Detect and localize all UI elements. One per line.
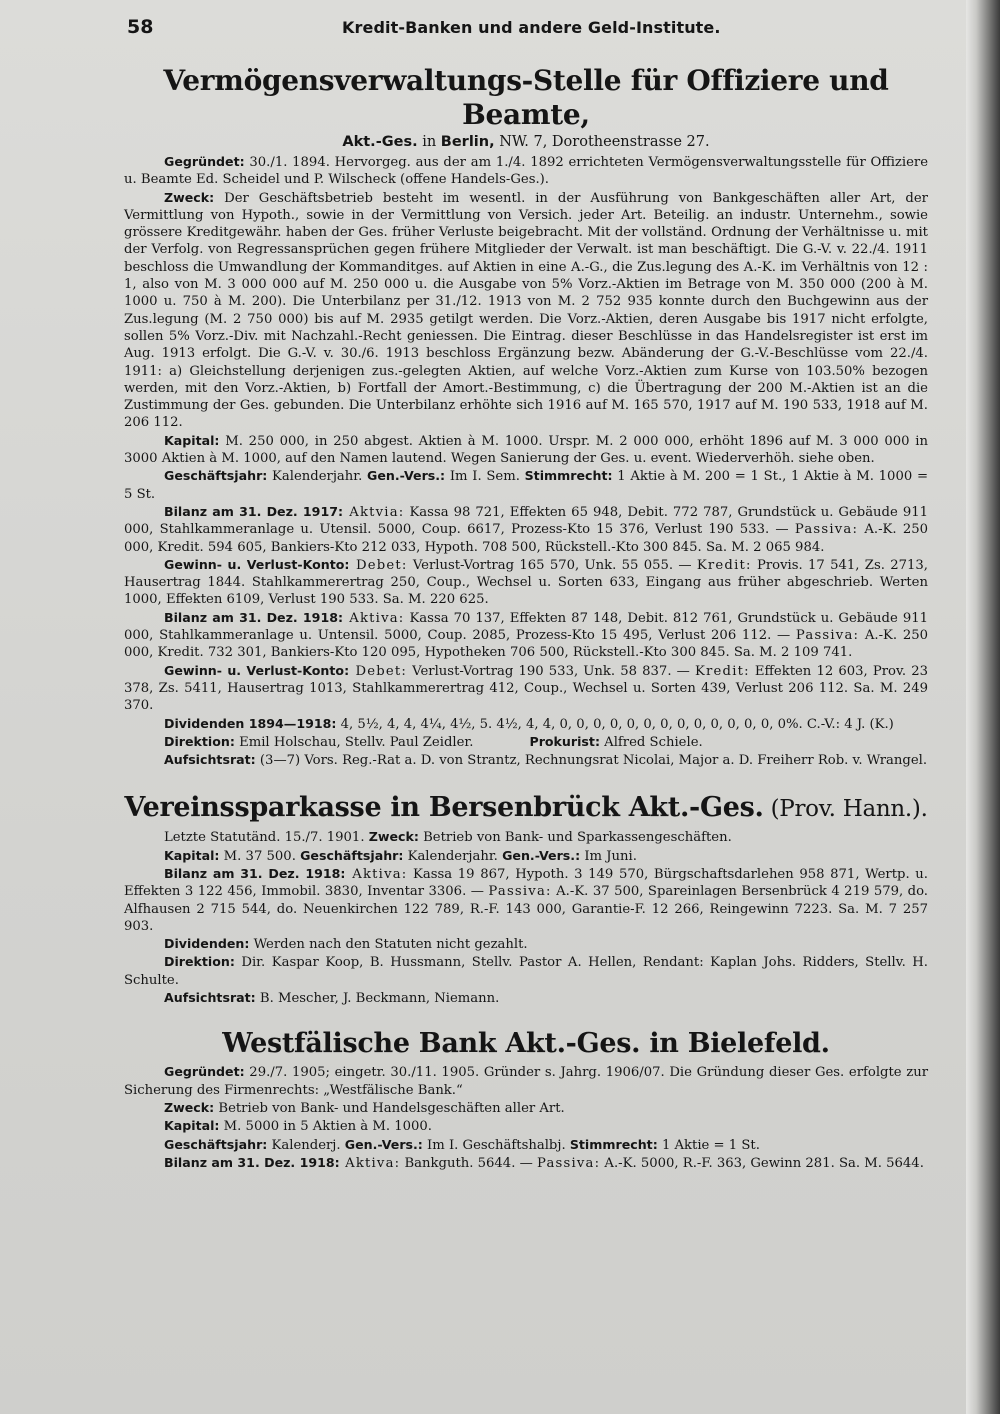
- entry-body: [124, 828, 928, 1007]
- section-bilanz-1918: [124, 865, 928, 935]
- company-title: Vermögensverwaltungs-Stelle für Offiziere und Beamte,: [163, 64, 889, 131]
- label-debet: Debet:: [349, 663, 408, 679]
- entry-vermoegensverwaltung: [124, 64, 928, 769]
- label-bilanz-1918: Bilanz am 31. Dez. 1918:: [164, 609, 344, 625]
- text-dividenden: Werden nach den Statuten nicht gezahlt.: [249, 937, 528, 953]
- label-debet: Debet:: [349, 557, 408, 573]
- label-dividenden: Dividenden 1894—1918:: [164, 715, 337, 731]
- text-passiva: A.-K. 5000, R.-F. 363, Gewinn 281. Sa. M. 5644.: [600, 1155, 924, 1171]
- section-kapital: [124, 847, 928, 865]
- section-kapital: [124, 1117, 928, 1135]
- text-aktiva: Kassa 98 721, Effekten 65 948, Debit. 772 787, Grundstück u. Gebäude 911 000, Stahlkammeranlage u. Utensil. 5000, Coup. 6617, Prozess-Kto 15 376, Verlust 190 533. —: [124, 504, 928, 538]
- text-stimmrecht: 1 Aktie = 1 St.: [657, 1137, 760, 1153]
- text-kapital: M. 37 500.: [219, 848, 301, 864]
- section-geschaeftsjahr: [124, 1136, 928, 1154]
- text-kapital: M. 5000 in 5 Aktien à M. 1000.: [219, 1119, 433, 1135]
- label-zweck: Zweck:: [368, 829, 419, 845]
- section-gegruendet: [124, 1063, 928, 1099]
- page-number: 58: [127, 16, 154, 38]
- section-guv-1917: [124, 556, 928, 609]
- entry-vereinssparkasse: [124, 791, 928, 1007]
- label-guv-1918: Gewinn- u. Verlust-Konto:: [164, 662, 350, 678]
- label-direktion: Direktion:: [164, 954, 235, 970]
- company-title-region: (Prov. Hann.).: [763, 796, 928, 823]
- label-bilanz-1918: Bilanz am 31. Dez. 1918:: [164, 1154, 340, 1170]
- label-aktiva: Aktiva:: [343, 610, 405, 626]
- text-aufsichtsrat: (3—7) Vors. Reg.-Rat a. D. von Strantz, Rechnungsrat Nicolai, Major a. D. Freiherr Rob. v. Wrangel.: [255, 753, 928, 769]
- page-header: [124, 8, 928, 44]
- section-statut-zweck: [124, 828, 928, 846]
- label-zweck: Zweck:: [164, 1099, 215, 1115]
- text-passiva: A.-K. 250 000, Kredit. 732 301, Bankiers-Kto 120 095, Hypotheken 706 500, Rückstell.-Kto 300 845. Sa. M. 2 109 741.: [124, 628, 928, 661]
- label-geschaeftsjahr: Geschäftsjahr:: [300, 847, 404, 863]
- label-kredit: Kredit:: [696, 557, 752, 573]
- label-passiva: Passiva:: [794, 522, 859, 538]
- label-passiva: Passiva:: [488, 884, 552, 900]
- label-aufsichtsrat: Aufsichtsrat:: [164, 752, 256, 768]
- label-kapital: Kapital:: [164, 432, 220, 448]
- label-kapital: Kapital:: [164, 1118, 220, 1134]
- section-bilanz-1918: [124, 1154, 928, 1172]
- label-passiva: Passiva:: [536, 1155, 601, 1171]
- label-direktion: Direktion:: [164, 733, 235, 749]
- text-aktiva: Kassa 19 867, Hypoth. 3 149 570, Bürgschaftsdarlehen 958 871, Wertp. u. Effekten 3 122 456, Immobil. 3830, Inventar 3306. —: [124, 866, 928, 900]
- text-kapital: M. 250 000, in 250 abgest. Aktien à M. 1000. Urspr. M. 2 000 000, erhöht 1896 auf M. 3 000 000 in 3000 Aktien à M. 1000, auf den Namen lautend. Wegen Sanierung der Ges. u. event. Wiederverhöh. siehe oben.: [124, 433, 928, 467]
- company-title: [124, 791, 928, 826]
- city: Berlin,: [440, 134, 495, 150]
- text-geschaeftsjahr: Kalenderjahr.: [403, 848, 503, 864]
- street-address: NW. 7, Dorotheenstrasse 27.: [494, 134, 710, 150]
- text-passiva: A.-K. 250 000, Kredit. 594 605, Bankiers-Kto 212 033, Hypoth. 708 500, Rückstell.-Kto 300 845. Sa. M. 2 065 984.: [124, 522, 928, 555]
- page-edge-shadow: [966, 0, 1000, 1414]
- label-dividenden: Dividenden:: [164, 936, 250, 952]
- text-direktion: Emil Holschau, Stellv. Paul Zeidler.: [234, 734, 474, 750]
- label-aufsichtsrat: Aufsichtsrat:: [164, 990, 256, 1006]
- section-direktion: [124, 953, 928, 989]
- label-guv-1917: Gewinn- u. Verlust-Konto:: [164, 556, 350, 572]
- text-kredit: Effekten 12 603, Prov. 23 378, Zs. 5411, Hausertrag 1013, Stahlkammerertrag 412, Coup., Wechsel u. Sorten 439, Verlust 206 112. Sa. M. 249 370.: [124, 663, 928, 714]
- running-title: Kredit-Banken und andere Geld-Institute.: [342, 18, 721, 37]
- label-geschaeftsjahr: Geschäftsjahr:: [164, 468, 268, 484]
- section-geschaeftsjahr: [124, 467, 928, 503]
- text-debet: Verlust-Vortrag 190 533, Unk. 58 837. —: [407, 663, 695, 679]
- section-direktion: [124, 733, 928, 751]
- text-zweck: Betrieb von Bank- und Handelsgeschäften aller Art.: [214, 1100, 565, 1116]
- label-passiva: Passiva:: [795, 628, 860, 644]
- label-kredit: Kredit:: [695, 663, 750, 679]
- label-geschaeftsjahr: Geschäftsjahr:: [164, 1136, 268, 1152]
- label-stimmrecht: Stimmrecht:: [524, 468, 613, 484]
- label-kapital: Kapital:: [164, 847, 220, 863]
- text-passiva: A.-K. 37 500, Spareinlagen Bersenbrück 4 219 579, do. Alfhausen 2 715 544, do. Neuenkirchen 122 789, R.-F. 143 000, Garantie-F. 12 266, Reingewinn 7223. Sa. M. 7 257 903.: [124, 884, 928, 934]
- entry-westfaelische-bank: [124, 1027, 928, 1172]
- text-zweck: Der Geschäftsbetrieb besteht im wesentl. in der Ausführung von Bankgeschäften aller Art, der Vermittlung von Hypoth., sowie in der Vermittlung von Versich. jeder Art. Beteilig. an industr. Unternehm., sowie grössere Kreditgewähr. haben der Ges. früher Verluste beigebracht. Mit der vollständ. Ordnung der Verhältnisse u. mit der Verfolg. von Regressansprüchen gegen frühere Mitglieder der Verwalt. ist man beschäftigt. Die G.-V. v. 22./4. 1911 beschloss die Umwandlung der Kommanditges. auf Aktien in eine A.-G., die Zus.legung des A.-K. im Verhältnis von 12 : 1, also von M. 3 000 000 auf M. 250 000 u. die Ausgabe von 5% Vorz.-Aktien im Betrage von M. 350 000 (200 à M. 1000 u. 750 à M. 200). Die Unterbilanz per 31./12. 1913 von M. 2 752 935 konnte durch den Buchgewinn aus der Zus.legung (M. 2 750 000) bis auf M. 2935 getilgt werden. Die Vorz.-Aktien, deren Ausgabe bis 1917 nicht erfolgte, sollen 5% Vorz.-Div. mit Nachzahl.-Recht geniessen. Die Eintrag. dieser Beschlüsse in das Handelsregister ist erst im Aug. 1913 erfolgt. Die G.-V. v. 30./6. 1913 beschloss Ergänzung bezw. Abänderung der G.-V.-Beschlüsse vom 22./4. 1911: a) Gleichstellung derjenigen zus.-gelegten Aktien, auf welche Vorz.-Aktien zum Kurse von 103.50% bezogen werden, mit den Vorz.-Aktien, b) Fortfall der Amort.-Bestimmung, c) die Übertragung der 200 M.-Aktien ist an die Zustimmung der Ges. gebunden. Die Unterbilanz erhöhte sich 1916 auf M. 165 570, 1917 auf M. 190 533, 1918 auf M. 206 112.: [124, 190, 928, 431]
- label-bilanz-1917: Bilanz am 31. Dez. 1917:: [164, 503, 344, 519]
- label-gen-vers: Gen.-Vers.:: [367, 468, 446, 484]
- text-stimmrecht: 1 Aktie à M. 200 = 1 St., 1 Aktie à M. 1000 = 5 St.: [124, 469, 928, 502]
- text-aufsichtsrat: B. Mescher, J. Beckmann, Niemann.: [255, 991, 500, 1007]
- label-gen-vers: Gen.-Vers.:: [502, 847, 581, 863]
- section-kapital: [124, 432, 928, 468]
- entry-body: [124, 153, 928, 769]
- text-gen-vers: Im I. Geschäftshalbj.: [422, 1137, 570, 1153]
- label-aktiva: Aktiva:: [345, 866, 408, 882]
- text-direktion: Dir. Kaspar Koop, B. Hussmann, Stellv. Pastor A. Hellen, Rendant: Kaplan Johs. Ridders, Stellv. H. Schulte.: [124, 955, 928, 988]
- label-aktiva: Aktiva:: [339, 1155, 401, 1171]
- text-statut: Letzte Statutänd. 15./7. 1901.: [164, 830, 369, 846]
- text-dividenden: 4, 5½, 4, 4, 4¼, 4½, 5. 4½, 4, 4, 0, 0, 0, 0, 0, 0, 0, 0, 0, 0, 0, 0, 0, 0%. C.-V.: 4 J. (K.): [336, 716, 894, 732]
- label-zweck: Zweck:: [164, 189, 215, 205]
- text-gen-vers: Im I. Sem.: [445, 469, 525, 485]
- address-in: in: [417, 134, 441, 150]
- text-geschaeftsjahr: Kalenderjahr.: [267, 469, 368, 485]
- text-gegruendet: 29./7. 1905; eingetr. 30./11. 1905. Gründer s. Jahrg. 1906/07. Die Gründung dieser Ges. erfolgte zur Sicherung des Firmenrechts: „Westfälische Bank.“: [124, 1065, 928, 1098]
- section-dividenden: [124, 935, 928, 953]
- label-gegruendet: Gegründet:: [164, 154, 245, 169]
- label-prokurist: Prokurist:: [529, 733, 600, 749]
- label-gen-vers: Gen.-Vers.:: [344, 1136, 423, 1152]
- label-aktiva: Aktvia:: [343, 504, 405, 520]
- text-aktiva: Bankguth. 5644. —: [400, 1155, 537, 1171]
- company-address: [124, 134, 928, 151]
- label-gegruendet: Gegründet:: [164, 1064, 245, 1080]
- text-zweck: Betrieb von Bank- und Sparkassengeschäften.: [418, 830, 732, 846]
- text-gen-vers: Im Juni.: [580, 848, 637, 864]
- company-title: Westfälische Bank Akt.-Ges. in Bielefeld.: [222, 1028, 830, 1060]
- label-bilanz-1918: Bilanz am 31. Dez. 1918:: [164, 865, 346, 881]
- entry-body: [124, 1063, 928, 1172]
- text-geschaeftsjahr: Kalenderj.: [267, 1137, 345, 1153]
- company-title-main: Vereinssparkasse in Bersenbrück Akt.-Ges.: [124, 792, 764, 824]
- section-bilanz-1918: [124, 609, 928, 662]
- section-dividenden: [124, 715, 928, 733]
- text-debet: Verlust-Vortrag 165 570, Unk. 55 055. —: [407, 557, 697, 573]
- text-gegruendet: 30./1. 1894. Hervorgeg. aus der am 1./4. 1892 errichteten Vermögensverwaltungsstelle für Offiziere u. Beamte Ed. Scheidel und P. Wilscheck (offene Handels-Ges.).: [124, 155, 928, 188]
- label-stimmrecht: Stimmrecht:: [569, 1136, 658, 1152]
- section-bilanz-1917: [124, 503, 928, 556]
- text-aktiva: Kassa 70 137, Effekten 87 148, Debit. 812 761, Grundstück u. Gebäude 911 000, Stahlkammeranlage u. Untensil. 5000, Coup. 2085, Prozess-Kto 15 495, Verlust 206 112. —: [124, 610, 928, 644]
- section-zweck: [124, 1099, 928, 1117]
- text-prokurist: Alfred Schiele.: [599, 734, 703, 750]
- text-kredit: Provis. 17 541, Zs. 2713, Hausertrag 1844. Stahlkammerertrag 250, Coup., Wechsel u. Sorten 633, Eingang aus früher abgeschrieb. Werten 1000, Effekten 6109, Verlust 190 533. Sa. M. 220 625.: [124, 557, 928, 608]
- section-zweck: [124, 189, 928, 432]
- section-aufsichtsrat: [124, 989, 928, 1007]
- section-guv-1918: [124, 662, 928, 715]
- legal-form: Akt.-Ges.: [342, 134, 418, 150]
- section-aufsichtsrat: [124, 751, 928, 769]
- section-gegruendet: [124, 153, 928, 189]
